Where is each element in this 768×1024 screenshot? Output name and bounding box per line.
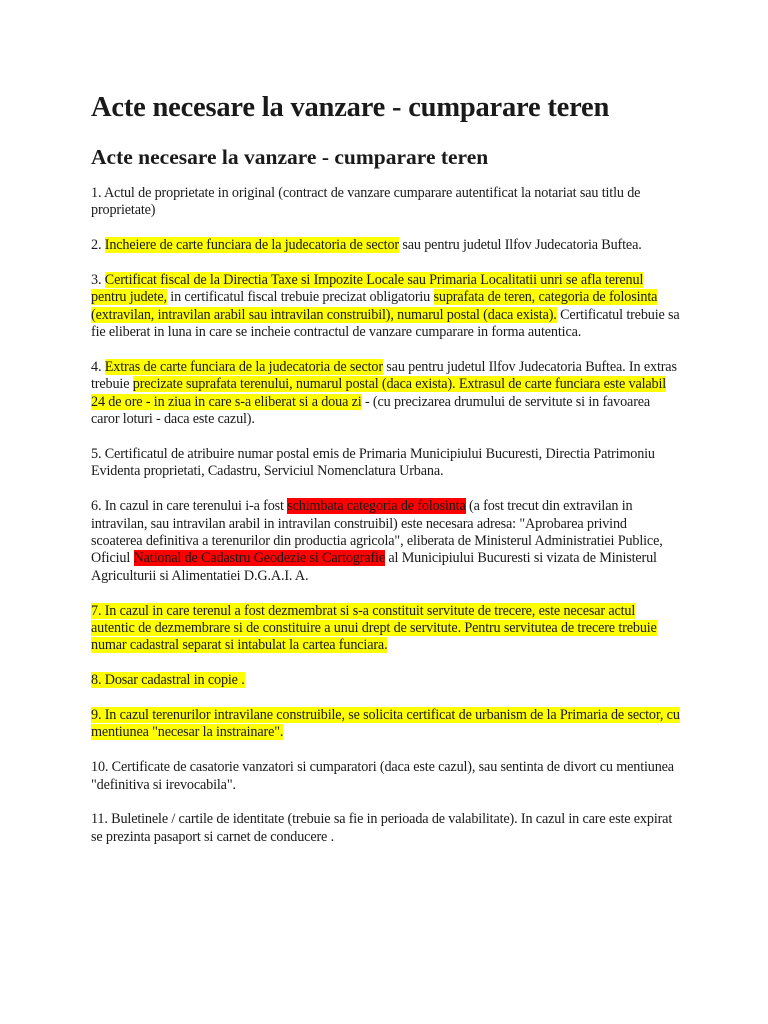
highlighted-text: 8. Dosar cadastral in copie . bbox=[91, 672, 245, 689]
paragraph-text: 5. Certificatul de atribuire numar postal emis de Primaria Municipiului Bucuresti, Directia Patrimoniu Evidenta proprietati, Cadastru, Serviciul Nomenclatura Urbana. bbox=[91, 446, 655, 480]
highlighted-text: Extras de carte funciara de la judecatoria de sector bbox=[104, 359, 383, 376]
list-item bbox=[91, 359, 681, 429]
paragraph-text: 4. bbox=[91, 359, 105, 376]
paragraph-text: - (cu precizarea drumului de servitute si in favoarea caror loturi - daca este cazul). bbox=[91, 393, 651, 428]
document-body bbox=[91, 185, 681, 846]
list-item bbox=[91, 185, 681, 220]
highlighted-text: Incheiere de carte funciara de la judecatoria de sector bbox=[104, 237, 399, 254]
paragraph-text: 11. Buletinele / cartile de identitate (trebuie sa fie in perioada de valabilitate). In cazul in care este expirat se prezinta pasaport si carnet de conducere . bbox=[91, 811, 673, 845]
paragraph-text: sau pentru judetul Ilfov Judecatoria Buftea. bbox=[398, 237, 642, 254]
paragraph-text: 2. bbox=[91, 237, 105, 254]
list-item bbox=[91, 759, 681, 794]
highlighted-text: schimbata categoria de folosinta bbox=[287, 498, 466, 515]
paragraph-text: sau pentru judetul Ilfov Judecatoria Buftea. In extras trebuie bbox=[91, 359, 677, 393]
highlighted-text: 9. In cazul terenurilor intravilane construibile, se solicita certificat de urbanism de la Primaria de sector, cu mentiunea "necesar la instrainare". bbox=[91, 707, 680, 741]
list-item bbox=[91, 672, 681, 689]
highlighted-text: precizate suprafata terenului, numarul postal (daca exista). Extrasul de carte funciara este valabil 24 de ore - in ziua in care s-a eliberat si a doua zi bbox=[91, 376, 667, 410]
paragraph-text: 1. Actul de proprietate in original (contract de vanzare cumparare autentificat la notariat sau titlu de proprietate) bbox=[91, 185, 641, 219]
paragraph-text: 3. bbox=[91, 272, 105, 288]
paragraph-text: al Municipiului Bucuresti si vizata de Ministerul Agriculturii si Alimentatiei D.G.A.I. A. bbox=[91, 550, 657, 584]
list-item bbox=[91, 237, 681, 254]
paragraph-text: (a fost trecut din extravilan in intravilan, sau intravilan arabil in intravilan construibil) este necesara adresa: "Aprobarea privind scoaterea definitiva a terenurilor din productia agricola", eliberata de Ministerul Administratiei Publice, Oficiul bbox=[91, 498, 663, 567]
paragraph-text: Certificatul trebuie sa fie eliberat in luna in care se incheie contractul de vanzare cumparare in forma autentica. bbox=[91, 306, 680, 341]
list-item bbox=[91, 603, 681, 655]
paragraph-text: 6. In cazul in care terenului i-a fost bbox=[91, 498, 288, 515]
list-item bbox=[91, 446, 681, 481]
list-item bbox=[91, 272, 681, 342]
page-subtitle: Acte necesare la vanzare - cumparare teren bbox=[91, 145, 489, 169]
paragraph-text: 10. Certificate de casatorie vanzatori si cumparatori (daca este cazul), sau sentinta de divort cu mentiunea "definitiva si irevocabila". bbox=[91, 759, 674, 793]
highlighted-text: suprafata de teren, categoria de folosinta (extravilan, intravilan arabil sau intravilan construibil), numarul postal (daca exista). bbox=[91, 289, 658, 323]
page-title: Acte necesare la vanzare - cumparare teren bbox=[91, 92, 610, 123]
list-item bbox=[91, 707, 681, 742]
list-item bbox=[91, 498, 681, 585]
list-item bbox=[91, 811, 681, 846]
highlighted-text: National de Cadastru Geodezie si Cartografie bbox=[133, 550, 385, 567]
paragraph-text: in certificatul fiscal trebuie precizat obligatoriu bbox=[166, 289, 434, 306]
highlighted-text: Certificat fiscal de la Directia Taxe si Impozite Locale sau Primaria Localitatii unri se afla terenul pentru judete, bbox=[91, 272, 644, 306]
highlighted-text: 7. In cazul in care terenul a fost dezmembrat si s-a constituit servitute de trecere, este necesar actul autentic de dezmembrare si de constituire a unui drept de servitute. Pentru servitutea de trecere trebuie numar cadastral separat si intabulat la cartea funciara. bbox=[91, 602, 657, 654]
